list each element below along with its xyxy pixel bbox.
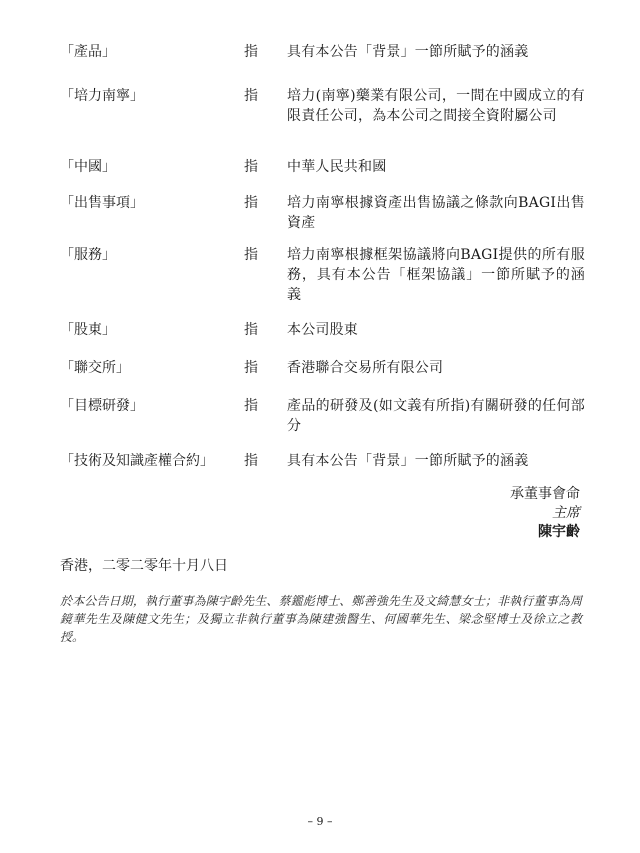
definition-meaning: 培力(南寧)藥業有限公司，一間在中國成立的有限責任公司，為本公司之間接全資附屬公司: [287, 88, 585, 124]
definition-meaning: 具有本公告「背景」一節所賦予的涵義: [287, 44, 529, 60]
definition-means: 指: [244, 398, 258, 414]
definition-means: 指: [244, 195, 258, 211]
board-composition-note: 於本公告日期，執行董事為陳宇齡先生、蔡鑑彪博士、鄭善強先生及文綺慧女士；非執行董事為周鏡華先生及陳健文先生；及獨立非執行董事為陳建強醫生、何國華先生、梁念堅博士及徐立之教授。: [60, 594, 582, 644]
definition-term: 「產品」: [60, 44, 116, 60]
definition-meaning: 中華人民共和國: [287, 159, 387, 175]
definition-meaning: 香港聯合交易所有限公司: [287, 360, 444, 376]
definition-meaning: 本公司股東: [287, 322, 358, 338]
definition-term: 「聯交所」: [60, 360, 130, 376]
definition-means: 指: [244, 360, 258, 376]
definition-term: 「服務」: [60, 247, 116, 263]
signature-title: 主席: [552, 505, 580, 521]
signature-by-order: 承董事會命: [510, 486, 580, 502]
definition-meaning: 培力南寧根據框架協議將向BAGI提供的所有服務，具有本公告「框架協議」一節所賦予的涵義: [287, 247, 585, 303]
definition-term: 「出售事項」: [60, 195, 144, 211]
definition-meaning: 培力南寧根據資產出售協議之條款向BAGI出售資產: [287, 195, 585, 231]
definition-term: 「股東」: [60, 322, 116, 338]
definition-meaning: 產品的研發及(如文義有所指)有關研發的任何部分: [287, 398, 585, 434]
definition-term: 「目標研發」: [60, 398, 144, 414]
definition-meaning: 具有本公告「背景」一節所賦予的涵義: [287, 453, 529, 469]
definition-means: 指: [244, 44, 258, 60]
definition-term: 「中國」: [60, 159, 116, 175]
definition-means: 指: [244, 453, 258, 469]
definition-term: 「技術及知識產權合約」: [60, 453, 214, 469]
definition-means: 指: [244, 159, 258, 175]
signature-name: 陳宇齡: [538, 524, 580, 540]
definition-means: 指: [244, 322, 258, 338]
page-number: – 9 –: [307, 815, 333, 828]
definition-means: 指: [244, 88, 258, 104]
place-and-date: 香港，二零二零年十月八日: [60, 558, 228, 574]
definition-means: 指: [244, 247, 258, 263]
definition-term: 「培力南寧」: [60, 88, 144, 104]
